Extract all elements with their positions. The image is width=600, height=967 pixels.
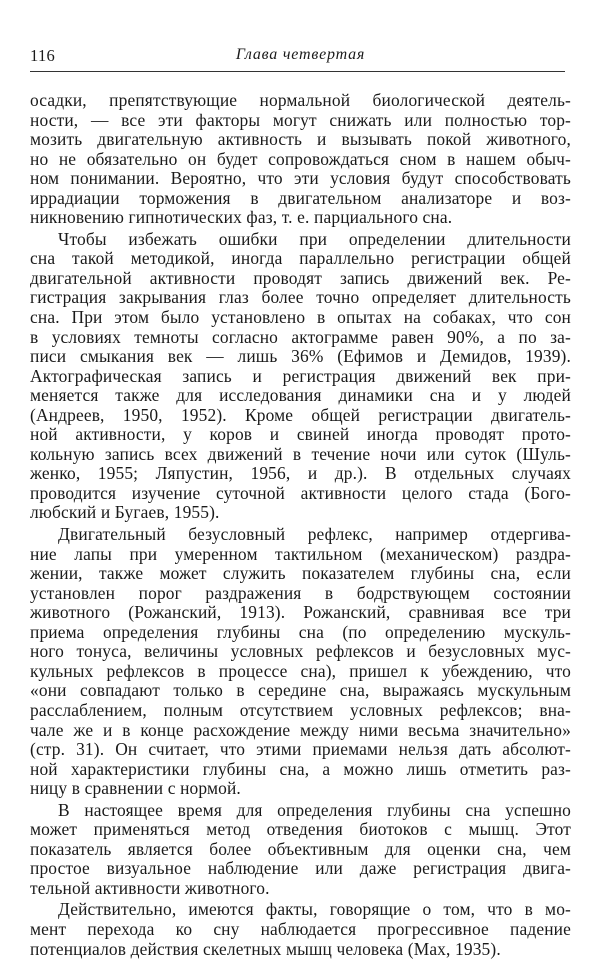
text-line: потенциалов действия скелетных мышц человека (Max, 1935). [30, 938, 501, 959]
text-line: Чтобы избежать ошибки при определении длительности [58, 228, 571, 249]
paragraph [30, 91, 571, 228]
text-line: гистрация закрывания глаз более точно определяет длительность [30, 287, 571, 308]
text-line: кольную запись всех движений в течение ночи или суток (Шуль- [30, 443, 571, 464]
running-head [30, 46, 571, 66]
text-line: чале же и в конце расхождение между ними весьма значительно» [30, 719, 571, 740]
text-line: приема определения глубины сна (по определению мускуль- [30, 621, 571, 642]
text-line: Действительно, имеются факты, говорящие о том, что в мо- [58, 899, 571, 920]
text-line: иррадиации торможения в двигательном анализаторе и воз- [30, 187, 571, 208]
text-line: Актографическая запись и регистрация движений век при- [30, 365, 571, 386]
text-line: расслаблением, полным отсутствием условных рефлексов; вна- [30, 699, 571, 720]
text-line: никновению гипнотических фаз, т. е. парциального сна. [30, 207, 453, 228]
text-line: мент перехода ко сну наблюдается прогрессивное падение [30, 918, 571, 939]
text-line: писи смыкания век — лишь 36% (Ефимов и Демидов, 1939). [30, 346, 571, 367]
page-number: 116 [30, 46, 56, 65]
text-line: ной активности, у коров и свиней иногда проводят прото- [30, 424, 571, 445]
chapter-title: Глава четвертая [235, 46, 366, 63]
text-line: женко, 1955; Ляпустин, 1956, и др.). В отдельных случаях [30, 463, 571, 484]
header-rule [30, 71, 565, 72]
text-line: сна. При этом было установлено в опытах на собаках, что сон [30, 307, 571, 328]
text-line: осадки, препятствующие нормальной биологической деятель- [30, 90, 571, 110]
text-line: ницу в сравнении с нормой. [30, 778, 241, 799]
text-line: двигательной активности проводят запись движений век. Ре- [30, 267, 571, 288]
paragraph [30, 801, 571, 899]
text-line: «они совпадают только в середине сна, выражаясь мускульным [30, 680, 571, 701]
text-line: ном понимании. Вероятно, что эти условия будут способствовать [30, 168, 571, 189]
text-line: может применяться метод отведения биотоков с мышц. Этот [30, 819, 571, 840]
text-line: но не обязательно он будет сопровождаться сном в нашем обыч- [30, 148, 571, 169]
text-line: ние лапы при умеренном тактильном (механическом) раздра- [30, 543, 571, 564]
text-line: любский и Бугаев, 1955). [30, 502, 220, 523]
text-line: тельной активности животного. [30, 877, 270, 898]
text-line: (стр. 31). Он считает, что этими приемами нельзя дать абсолют- [30, 739, 571, 760]
text-line: проводится изучение суточной активности целого стада (Бого- [30, 482, 571, 503]
body-text [30, 91, 571, 959]
text-line: сна такой методикой, иногда параллельно регистрации общей [30, 248, 571, 269]
text-line: кульных рефлексов в процессе сна), пришел к убеждению, что [30, 660, 571, 681]
text-line: мозить двигательную активность и вызывать покой животного, [30, 129, 571, 150]
paragraph [30, 900, 571, 959]
text-line: ности, — все эти факторы могут снижать или полностью тор- [30, 109, 571, 130]
text-line: простое визуальное наблюдение или даже регистрация двига- [30, 858, 571, 879]
paragraph [30, 230, 571, 523]
text-line: жении, также может служить показателем глубины сна, если [30, 563, 571, 584]
text-line: В настоящее время для определения глубины сна успешно [58, 799, 571, 820]
text-line: животного (Рожанский, 1913). Рожанский, сравнивая все три [30, 602, 571, 623]
text-line: показатель является более объективным для оценки сна, чем [30, 838, 571, 859]
text-line: ной характеристики глубины сна, а можно лишь отметить раз- [30, 758, 571, 779]
paragraph [30, 525, 571, 799]
text-line: ного тонуса, величины условных рефлексов и безусловных мус- [30, 641, 571, 662]
text-line: установлен порог раздражения в бодрствующем состоянии [30, 582, 571, 603]
text-line: (Андреев, 1950, 1952). Кроме общей регистрации двигатель- [30, 404, 571, 425]
text-line: в условиях темноты согласно актограмме равен 90%, а по за- [30, 326, 571, 347]
text-line: Двигательный безусловный рефлекс, например отдергива- [58, 524, 571, 545]
text-line: меняется также для исследования динамики сна и у людей [30, 385, 571, 406]
